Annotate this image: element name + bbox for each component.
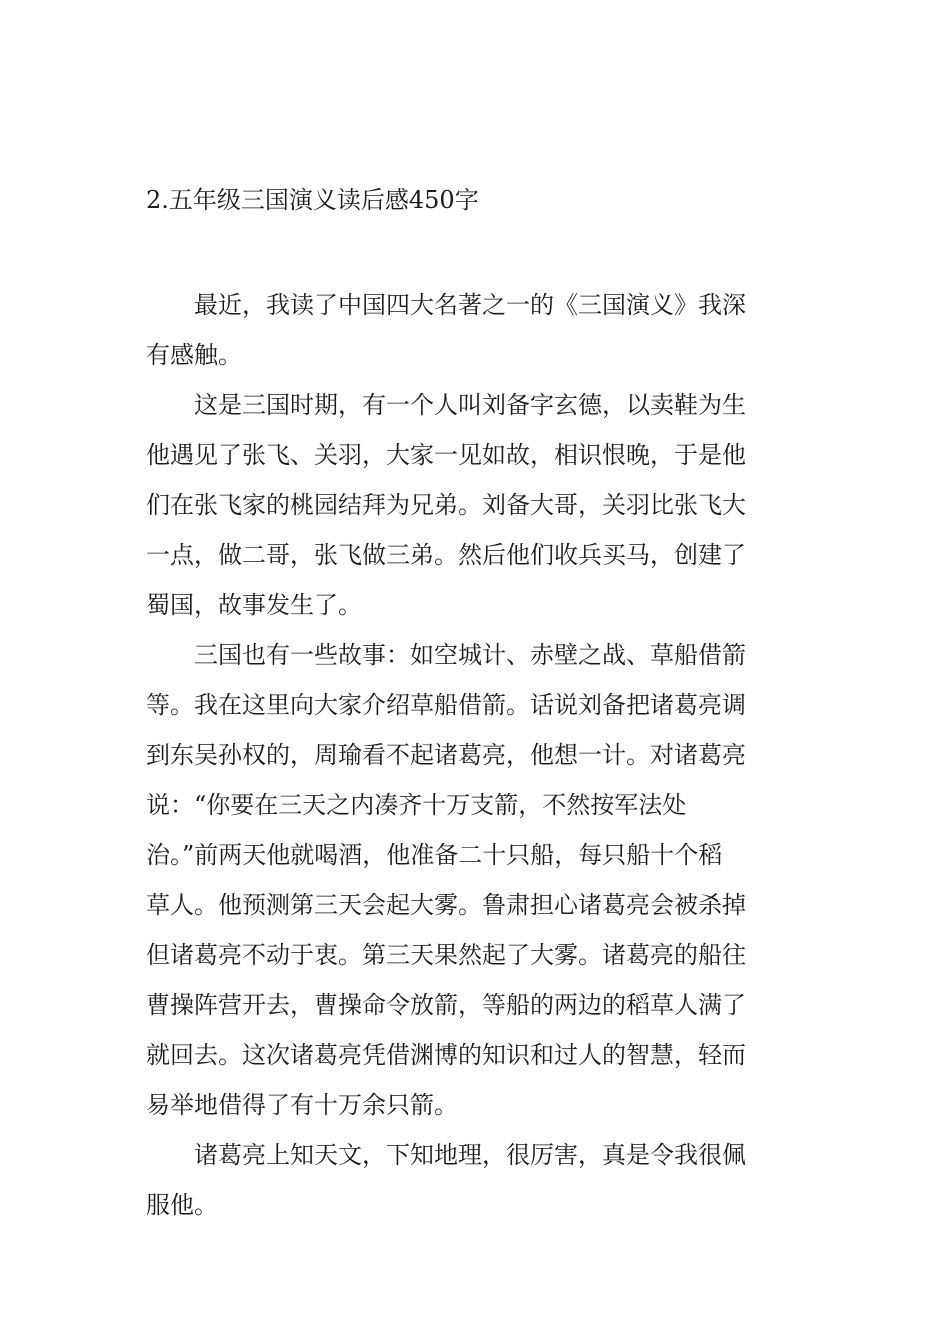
paragraph-4: 诸葛亮上知天文，下知地理，很厉害，真是令我很佩 服他。 (146, 1141, 746, 1219)
paragraph-1: 最近，我读了中国四大名著之一的《三国演义》我深 有感触。 (146, 291, 746, 369)
paragraph-3: 三国也有一些故事：如空城计、赤壁之战、草船借箭 等。我在这里向大家介绍草船借箭。话说刘备把诸葛亮调 到东吴孙权的，周瑜看不起诸葛亮，他想一计。对诸葛亮 说：“你要在三天之内凑齐十万支箭，不然按军法处 治。”前两天他就喝酒，他准备二十只船，每只船十个稻 草人。他预测第三天会起大雾。鲁肃担心诸葛亮会被杀掉 但诸葛亮不动于衷。第三天果然起了大雾。诸葛亮的船往 曹操阵营开去，曹操命令放箭，等船的两边的稻草人满了 就回去。这次诸葛亮凭借渊博的知识和过人的智慧，轻而 易举地借得了有十万余只箭。 (146, 641, 746, 1119)
document-body (146, 280, 806, 1230)
paragraph-2: 这是三国时期，有一个人叫刘备字玄德，以卖鞋为生 他遇见了张飞、关羽，大家一见如故，相识恨晚，于是他 们在张飞家的桃园结拜为兄弟。刘备大哥，关羽比张飞大 一点，做二哥，张飞做三弟。然后他们收兵买马，创建了 蜀国，故事发生了。 (146, 391, 746, 619)
document-heading: 2.五年级三国演义读后感450字 (146, 186, 479, 214)
